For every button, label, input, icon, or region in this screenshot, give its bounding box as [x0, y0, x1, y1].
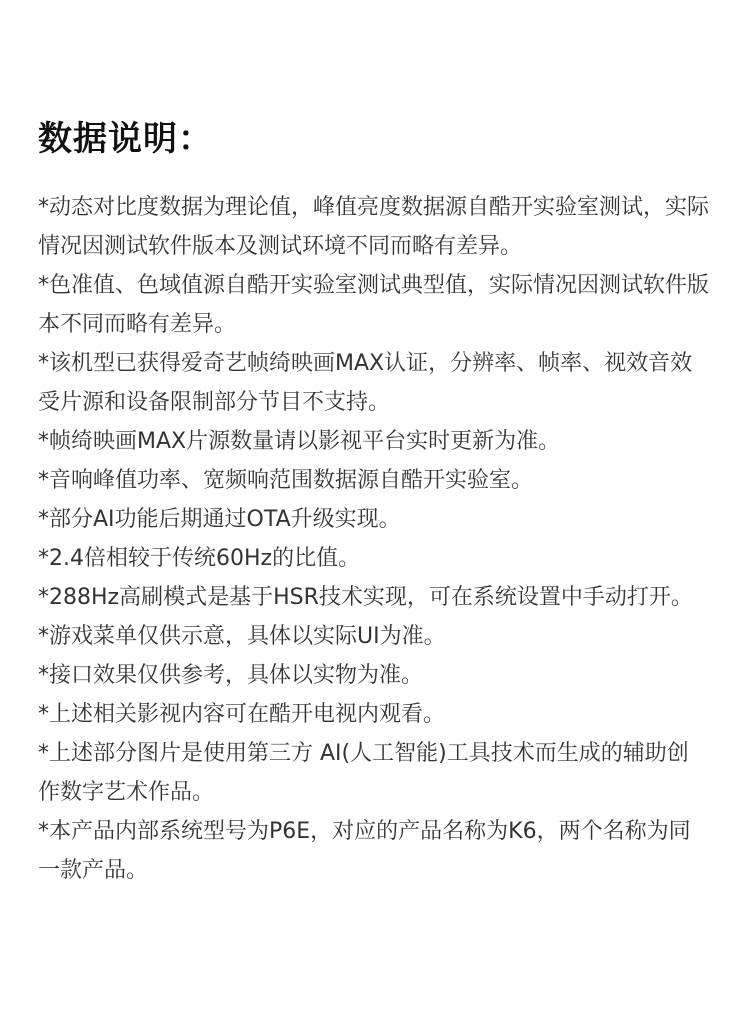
note-item: *接口效果仅供参考，具体以实物为准。	[38, 663, 424, 688]
note-item: *动态对比度数据为理论值，峰值亮度数据源自酷开实验室测试，实际情况因测试软件版本及测试环境不同而略有差异。	[38, 195, 710, 259]
note-item: *帧绮映画MAX片源数量请以影视平台实时更新为准。	[38, 429, 561, 454]
note-item: *部分AI功能后期通过OTA升级实现。	[38, 507, 401, 532]
note-item: *色准值、色域值源自酷开实验室测试典型值，实际情况因测试软件版本不同而略有差异。	[38, 273, 710, 337]
note-item: *游戏菜单仅供示意，具体以实际UI为准。	[38, 624, 446, 649]
note-item: *本产品内部系统型号为P6E，对应的产品名称为K6，两个名称为同一款产品。	[38, 819, 691, 883]
note-item: *2.4倍相较于传统60Hz的比值。	[38, 546, 361, 571]
note-item: *上述部分图片是使用第三方 AI(人工智能)工具技术而生成的辅助创作数字艺术作品。	[38, 741, 689, 805]
page-title: 数据说明：	[38, 119, 213, 159]
note-item: *该机型已获得爱奇艺帧绮映画MAX认证，分辨率、帧率、视效音效受片源和设备限制部分节目不支持。	[38, 351, 693, 415]
note-item: *288Hz高刷模式是基于HSR技术实现，可在系统设置中手动打开。	[38, 585, 693, 610]
notes-list	[38, 188, 710, 890]
note-item: *上述相关影视内容可在酷开电视内观看。	[38, 702, 446, 727]
note-item: *音响峰值功率、宽频响范围数据源自酷开实验室。	[38, 468, 534, 493]
